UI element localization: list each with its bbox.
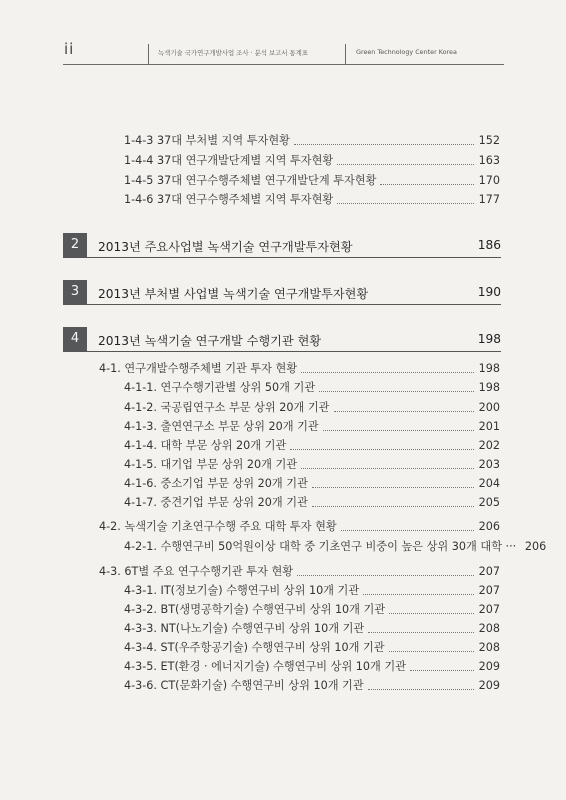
toc-entry-label: 4-1-3. 출연연구소 부문 상위 20개 기관 <box>124 420 319 433</box>
toc-entry[interactable] <box>124 381 500 395</box>
toc-entry-page: 209 <box>478 660 500 673</box>
dot-leader <box>319 390 474 392</box>
chapter-number-box: 2 <box>63 233 87 257</box>
dot-leader <box>312 486 474 488</box>
toc-entry-page: 152 <box>478 134 500 147</box>
toc-section-page: 207 <box>478 565 500 578</box>
toc-entry-label: 4-1-6. 중소기업 부문 상위 20개 기관 <box>124 477 308 490</box>
toc-entry-label: 4-3-5. ET(환경 · 에너지기술) 수행연구비 상위 10개 기관 <box>124 660 407 673</box>
toc-entry[interactable] <box>124 660 500 674</box>
toc-entry-page: 209 <box>478 679 500 692</box>
toc-section-label: 4-1. 연구개발수행주체별 기관 투자 현황 <box>99 362 298 375</box>
toc-section[interactable] <box>99 520 500 534</box>
chapter-page: 190 <box>477 285 501 299</box>
chapter-number-box: 3 <box>63 280 87 304</box>
header-divider <box>148 44 149 64</box>
chapter-rule <box>63 351 501 352</box>
toc-entry[interactable] <box>124 540 547 554</box>
toc-entry[interactable] <box>124 134 500 148</box>
dot-leader <box>312 505 474 507</box>
toc-entry-page: 202 <box>478 439 500 452</box>
toc-entry[interactable] <box>124 439 500 453</box>
chapter-page: 198 <box>477 332 501 346</box>
toc-entry-label: 4-1-2. 국공립연구소 부문 상위 20개 기관 <box>124 401 330 414</box>
toc-entry-label: 4-1-4. 대학 부문 상위 20개 기관 <box>124 439 287 452</box>
chapter-title: 2013년 부처별 사업별 녹색기술 연구개발투자현황 <box>98 287 369 301</box>
toc-entry[interactable] <box>124 679 500 693</box>
toc-entry-page: 203 <box>478 458 500 471</box>
chapter-title: 2013년 녹색기술 연구개발 수행기관 현황 <box>98 334 322 348</box>
running-header-title: 녹색기술 국가연구개발사업 조사 · 분석 보고서 통계표 <box>158 49 309 57</box>
dot-leader <box>410 669 474 671</box>
chapter-rule <box>63 304 501 305</box>
header-rule <box>63 64 504 65</box>
toc-section-label: 4-3. 6T별 주요 연구수행기관 투자 현황 <box>99 565 294 578</box>
chapter-page: 186 <box>477 238 501 252</box>
toc-entry-label: 1-4-4 37대 연구개발단계별 지역 투자현황 <box>124 154 334 167</box>
dot-leader <box>368 688 474 690</box>
toc-entry-label: 1-4-5 37대 연구수행주체별 연구개발단계 투자현황 <box>124 174 377 187</box>
running-header-org: Green Technology Center Korea <box>356 48 457 56</box>
toc-entry-page: 206 <box>524 540 547 553</box>
dot-leader <box>380 183 474 185</box>
toc-entry-page: 177 <box>478 193 500 206</box>
toc-entry-label: 4-3-2. BT(생명공학기술) 수행연구비 상위 10개 기관 <box>124 603 386 616</box>
dot-leader <box>389 612 474 614</box>
toc-entry[interactable] <box>124 622 500 636</box>
toc-section-label: 4-2. 녹색기술 기초연구수행 주요 대학 투자 현황 <box>99 520 337 533</box>
chapter-3-heading[interactable] <box>63 280 501 304</box>
toc-entry[interactable] <box>124 193 500 207</box>
toc-entry-label: 4-3-3. NT(나노기술) 수행연구비 상위 10개 기관 <box>124 622 365 635</box>
dot-leader <box>301 467 474 469</box>
toc-entry-page: 163 <box>478 154 500 167</box>
toc-entry-page: 198 <box>478 381 500 394</box>
toc-entry[interactable] <box>124 420 500 434</box>
dot-leader <box>337 163 474 165</box>
toc-entry[interactable] <box>124 174 500 188</box>
chapter-4-heading[interactable] <box>63 327 501 351</box>
dot-leader <box>341 529 474 531</box>
toc-entry[interactable] <box>124 584 500 598</box>
toc-entry-label: 4-3-6. CT(문화기술) 수행연구비 상위 10개 기관 <box>124 679 364 692</box>
chapter-number-box: 4 <box>63 327 87 351</box>
chapter-title: 2013년 주요사업별 녹색기술 연구개발투자현황 <box>98 240 353 254</box>
toc-entry[interactable] <box>124 496 500 510</box>
dot-leader <box>294 143 474 145</box>
toc-entry-page: 205 <box>478 496 500 509</box>
toc-section-page: 198 <box>478 362 500 375</box>
toc-entry-label: 4-3-1. IT(정보기술) 수행연구비 상위 10개 기관 <box>124 584 360 597</box>
toc-entry[interactable] <box>124 477 500 491</box>
toc-section[interactable] <box>99 362 500 376</box>
toc-section-page: 206 <box>478 520 500 533</box>
toc-entry-page: 208 <box>478 641 500 654</box>
dot-leader <box>297 574 474 576</box>
page-number: ii <box>64 40 75 58</box>
toc-entry-page: 207 <box>478 584 500 597</box>
dot-leader <box>389 650 474 652</box>
chapter-rule <box>63 257 501 258</box>
toc-section[interactable] <box>99 565 500 579</box>
dot-leader <box>290 448 474 450</box>
dot-leader <box>363 593 474 595</box>
toc-entry-label: 4-1-7. 중견기업 부문 상위 20개 기관 <box>124 496 308 509</box>
toc-entry-page: 201 <box>478 420 500 433</box>
dot-leader <box>323 429 474 431</box>
toc-entry[interactable] <box>124 458 500 472</box>
toc-entry-label: 4-2-1. 수행연구비 50억원이상 대학 중 기초연구 비중이 높은 상위 30개 대학 ··· <box>124 540 517 553</box>
toc-entry-page: 200 <box>478 401 500 414</box>
toc-entry[interactable] <box>124 641 500 655</box>
dot-leader <box>337 202 474 204</box>
toc-entry[interactable] <box>124 603 500 617</box>
toc-entry-page: 208 <box>478 622 500 635</box>
toc-entry-label: 4-1-5. 대기업 부문 상위 20개 기관 <box>124 458 298 471</box>
toc-entry-label: 1-4-6 37대 연구수행주체별 지역 투자현황 <box>124 193 334 206</box>
toc-entry-page: 170 <box>478 174 500 187</box>
dot-leader <box>301 371 474 373</box>
header-divider <box>345 44 346 64</box>
toc-entry-label: 4-1-1. 연구수행기관별 상위 50개 기관 <box>124 381 316 394</box>
toc-entry-page: 204 <box>478 477 500 490</box>
toc-entry[interactable] <box>124 401 500 415</box>
toc-entry-label: 1-4-3 37대 부처별 지역 투자현황 <box>124 134 290 147</box>
dot-leader <box>368 631 474 633</box>
toc-entry-page: 207 <box>478 603 500 616</box>
toc-entry-label: 4-3-4. ST(우주항공기술) 수행연구비 상위 10개 기관 <box>124 641 385 654</box>
toc-entry[interactable] <box>124 154 500 168</box>
chapter-2-heading[interactable] <box>63 233 501 257</box>
dot-leader <box>334 410 475 412</box>
